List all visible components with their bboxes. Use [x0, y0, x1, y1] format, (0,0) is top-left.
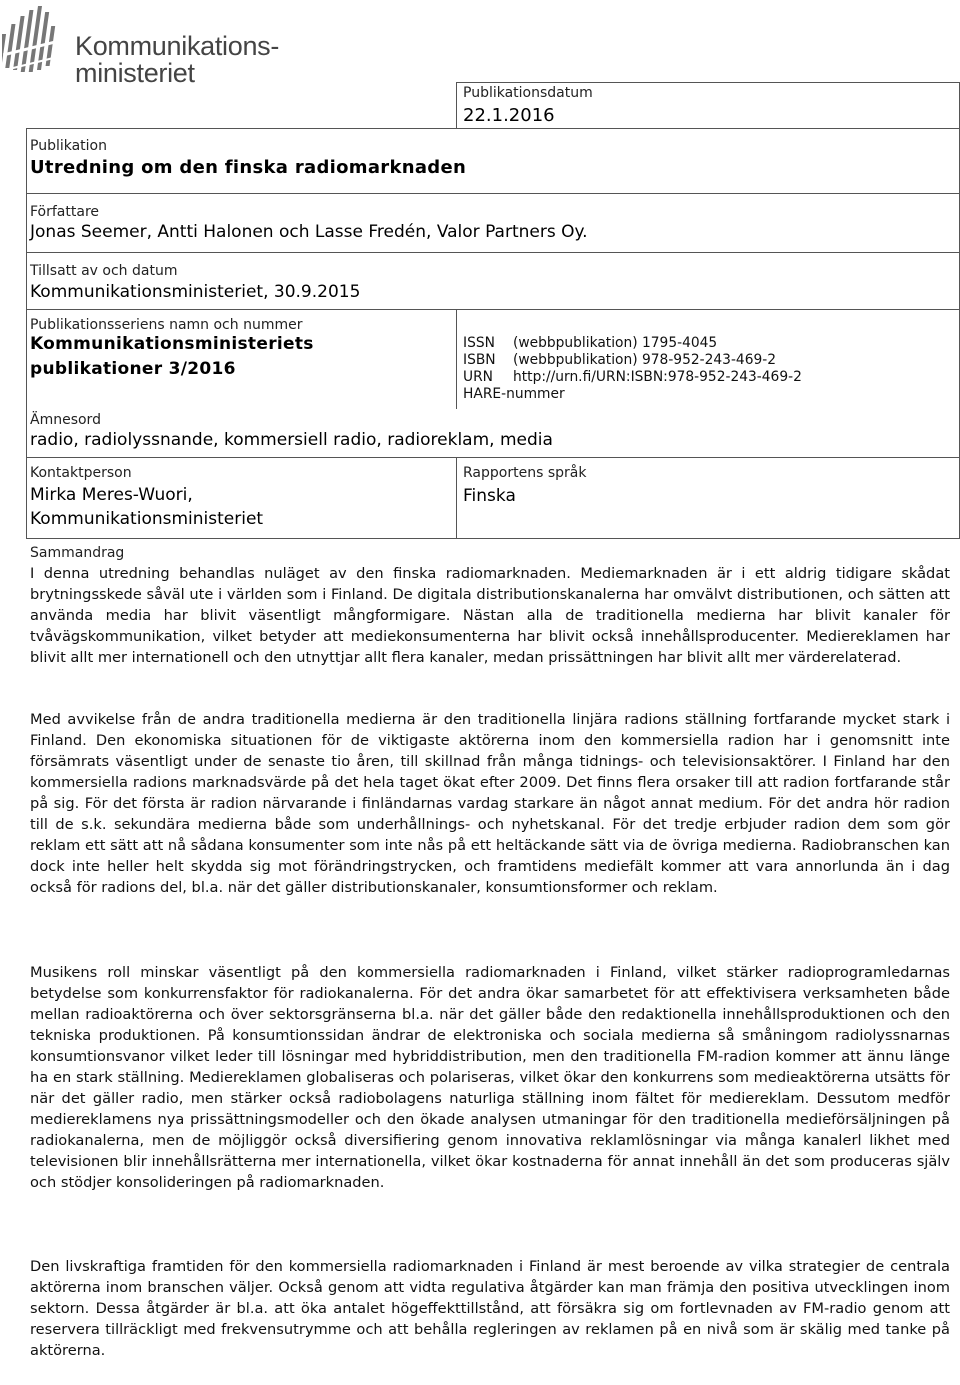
isbn-key: ISBN [463, 352, 496, 368]
rule-4 [26, 309, 960, 310]
publication-label: Publikation [30, 138, 107, 154]
logo-text-line2: ministeriet [75, 58, 195, 88]
keywords-value: radio, radiolyssnande, kommersiell radio, radioreklam, media [30, 430, 553, 450]
rule-5 [26, 457, 960, 458]
issn-value: (webbpublikation) 1795-4045 [513, 335, 718, 351]
summary-paragraph-1 [30, 563, 950, 668]
keywords-label: Ämnesord [30, 412, 101, 428]
logo-emblem [2, 6, 64, 94]
summary-text-1: I denna utredning behandlas nuläget av den finska radiomarknaden. Mediemarknaden är i ett aldrig tidigare skådat brytningsskede såväl ute i världen som i Finland. De digitala distributionskanalerna har omvälvt distributionen, och sätten att använda media har blivit väsentligt mångformigare. Nästan alla de traditionella medierna har blivit kanaler för tvåvägskommunikation, vilket betyder att mediekonsumenterna har blivit också innehållsproducenter. Mediereklamen har blivit allt mer internationell och den utnyttjar allt flera kanaler, medan prissättningen har blivit allt mer värderelaterad. [30, 565, 950, 666]
series-line1: Kommunikationsministeriets [30, 334, 314, 354]
series-line2: publikationer 3/2016 [30, 359, 236, 379]
pub-date-label: Publikationsdatum [463, 85, 593, 101]
rule-top-right [456, 82, 960, 83]
language-label: Rapportens språk [463, 465, 587, 481]
issn-key: ISSN [463, 335, 495, 351]
summary-paragraph-4 [30, 1256, 950, 1361]
logo-text-line1: Kommunikations- [75, 31, 280, 61]
publication-title: Utredning om den finska radiomarknaden [30, 157, 467, 178]
appointed-value: Kommunikationsministeriet, 30.9.2015 [30, 282, 361, 302]
rule-mid-lang [456, 457, 457, 538]
urn-row [463, 369, 958, 386]
appointed-label: Tillsatt av och datum [30, 263, 178, 279]
isbn-row [463, 352, 958, 369]
contact-line2: Kommunikationsministeriet [30, 509, 264, 529]
summary-text-3: Musikens roll minskar väsentligt på den kommersiella radiomarknaden i Finland, vilket stärker radioprogramledarnas betydelse som konkurrensfaktor för radiokanalerna. För det andra ökar samarbetet för att effektivisera verksamheten både mellan radioaktörerna och över sektorsgränserna bl.a. när det gäller både den redaktionella innehållsproduktionen och den tekniska produktionen. På konsumtionssidan ändrar de elektroniska och sociala medierna så småningom radiolyssnarnas konsumtionsvanor vilket leder till lösningar med hybriddistribution, men den traditionella FM-radion kommer att ännu länge ha en stark ställning. Mediereklamen globaliseras och polariseras, vilket ökar den konkurrens som medieaktörerna utsätts för när det gäller radio, men stärker också radiobolagens naturliga ställning inom fältet för mediereklam. Dessutom medför mediereklamens nya prissättningsmodeller och den ökade analysen utmaningar för den traditionella medieförsäljningen på radiokanalerna, men de möjliggör också diversifiering genom innovativa reklamlösningar via många kanalerl likhet med televisionen blir innehållsrätterna mer internationella, vilket ökar kostnaderna för annat innehåll än det som produceras själv och stödjer konsolideringen på radiomarknaden. [30, 964, 950, 1191]
contact-line1: Mirka Meres-Wuori, [30, 485, 193, 505]
authors-label: Författare [30, 204, 100, 220]
isbn-value: (webbpublikation) 978-952-243-469-2 [513, 352, 777, 368]
authors-value: Jonas Seemer, Antti Halonen och Lasse Fredén, Valor Partners Oy. [30, 222, 588, 242]
language-value: Finska [463, 486, 516, 506]
rule-6 [26, 538, 960, 539]
rule-3 [26, 252, 960, 253]
summary-paragraph-2 [30, 709, 950, 898]
urn-value: http://urn.fi/URN:ISBN:978-952-243-469-2 [513, 369, 802, 385]
rule-left [26, 128, 27, 538]
rule-date-left [456, 82, 457, 128]
rule-mid-ids [456, 309, 457, 409]
summary-label: Sammandrag [30, 545, 125, 561]
contact-label: Kontaktperson [30, 465, 132, 481]
series-label: Publikationsseriens namn och nummer [30, 317, 303, 333]
hare-number: HARE-nummer [463, 386, 565, 402]
rule-1 [26, 128, 960, 129]
identifiers-block [463, 335, 958, 403]
summary-paragraph-3 [30, 962, 950, 1193]
summary-text-4: Den livskraftiga framtiden för den kommersiella radiomarknaden i Finland är mest beroende av vilka strategier de centrala aktörerna inom branschen väljer. Också genom att vidta regulativa åtgärder kan man främja den positiva utvecklingen inom sektorn. Dessa åtgärder är bl.a. att öka antalet högeffekttillstånd, att försäkra sig om fortlevnaden av FM-radio genom att reservera tillräckligt med frekvensutrymme och att behålla regleringen av reklamen på en nivå som är skälig med tanke på aktörerna. [30, 1258, 950, 1359]
summary-text-2: Med avvikelse från de andra traditionella medierna är den traditionella linjära radions ställning fortfarande mycket stark i Finland. Den ekonomiska situationen för de viktigaste aktörerna inom den kommersiella radion har i genomsnitt inte försämrats väsentligt under de senaste tio åren, till skillnad från många tidnings- och televisionsaktörer. I Finland har den kommersiella radions marknadsvärde på det hela taget ökat efter 2009. Det finns flera orsaker till att radion fortfarande står på sig. För det första är radion närvarande i finländarnas vardag starkare än något annat medium. För det andra hör radion till de s.k. sekundära medierna både som underhållnings- och nyhetskanal. För det tredje erbjuder radion dem som gör reklam ett sätt att nå sådana konsumenter som inte nås på ett heltäckande sätt via de övriga medierna. Radiobranschen kan dock inte heller helt skydda sig mot förändringstrycken, och framtidens mediefält kommer att vara annorlunda än i dag också för radions del, bl.a. när det gäller distributionskanaler, konsumtionsformer och reklam. [30, 711, 950, 896]
rule-2 [26, 193, 960, 194]
ministry-logo [0, 0, 320, 100]
issn-row [463, 335, 958, 352]
urn-key: URN [463, 369, 494, 385]
pub-date: 22.1.2016 [463, 105, 555, 126]
